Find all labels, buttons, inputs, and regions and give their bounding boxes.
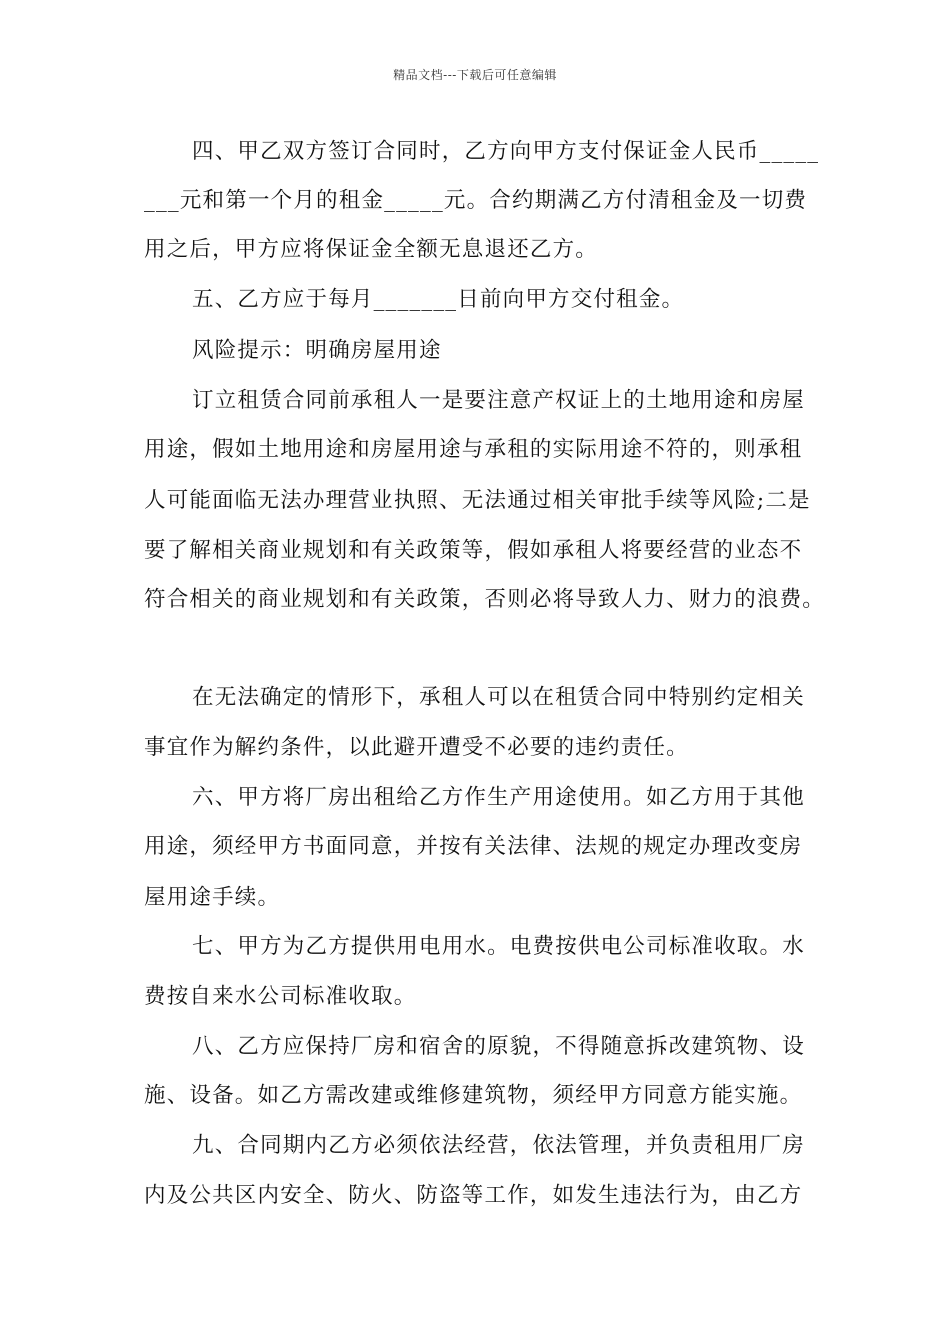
paragraph-line: 事宜作为解约条件，以此避开遭受不必要的违约责任。 [144,735,689,760]
paragraph-line: 七、甲方为乙方提供用电用水。电费按供电公司标准收取。水 [192,934,805,959]
paragraph-line: 九、合同期内乙方必须依法经营，依法管理，并负责租用厂房 [192,1133,805,1158]
paragraph-line: 屋用途手续。 [144,885,281,910]
paragraph-line: 用途，假如土地用途和房屋用途与承租的实际用途不符的，则承租 [144,437,803,462]
paragraph-line: 五、乙方应于每月_______日前向甲方交付租金。 [192,287,685,312]
paragraph-line: 用之后，甲方应将保证金全额无息退还乙方。 [144,237,599,262]
paragraph-line: 人可能面临无法办理营业执照、无法通过相关审批手续等风险;二是 [144,488,811,513]
paragraph-line: 用途，须经甲方书面同意，并按有关法律、法规的规定办理改变房 [144,834,803,859]
paragraph-line: 符合相关的商业规划和有关政策，否则必将导致人力、财力的浪费。 [144,587,826,612]
paragraph-line: ___元和第一个月的租金_____元。合约期满乙方付清租金及一切费 [144,188,808,213]
paragraph-line: 风险提示：明确房屋用途 [192,338,442,363]
paragraph-line: 四、甲乙双方签订合同时，乙方向甲方支付保证金人民币_____ [192,139,820,164]
paragraph-line: 内及公共区内安全、防火、防盗等工作，如发生违法行为，由乙方 [144,1183,803,1208]
paragraph-line: 在无法确定的情形下，承租人可以在租赁合同中特别约定相关 [192,685,805,710]
paragraph-line: 要了解相关商业规划和有关政策等，假如承租人将要经营的业态不 [144,538,803,563]
paragraph-line: 费按自来水公司标准收取。 [144,984,417,1009]
page-header: 精品文档---下载后可任意编辑 [393,68,557,82]
paragraph-line: 六、甲方将厂房出租给乙方作生产用途使用。如乙方用于其他 [192,785,805,810]
paragraph-line: 施、设备。如乙方需改建或维修建筑物，须经甲方同意方能实施。 [144,1083,803,1108]
paragraph-line: 八、乙方应保持厂房和宿舍的原貌，不得随意拆改建筑物、设 [192,1034,805,1059]
paragraph-line: 订立租赁合同前承租人一是要注意产权证上的土地用途和房屋 [192,388,805,413]
